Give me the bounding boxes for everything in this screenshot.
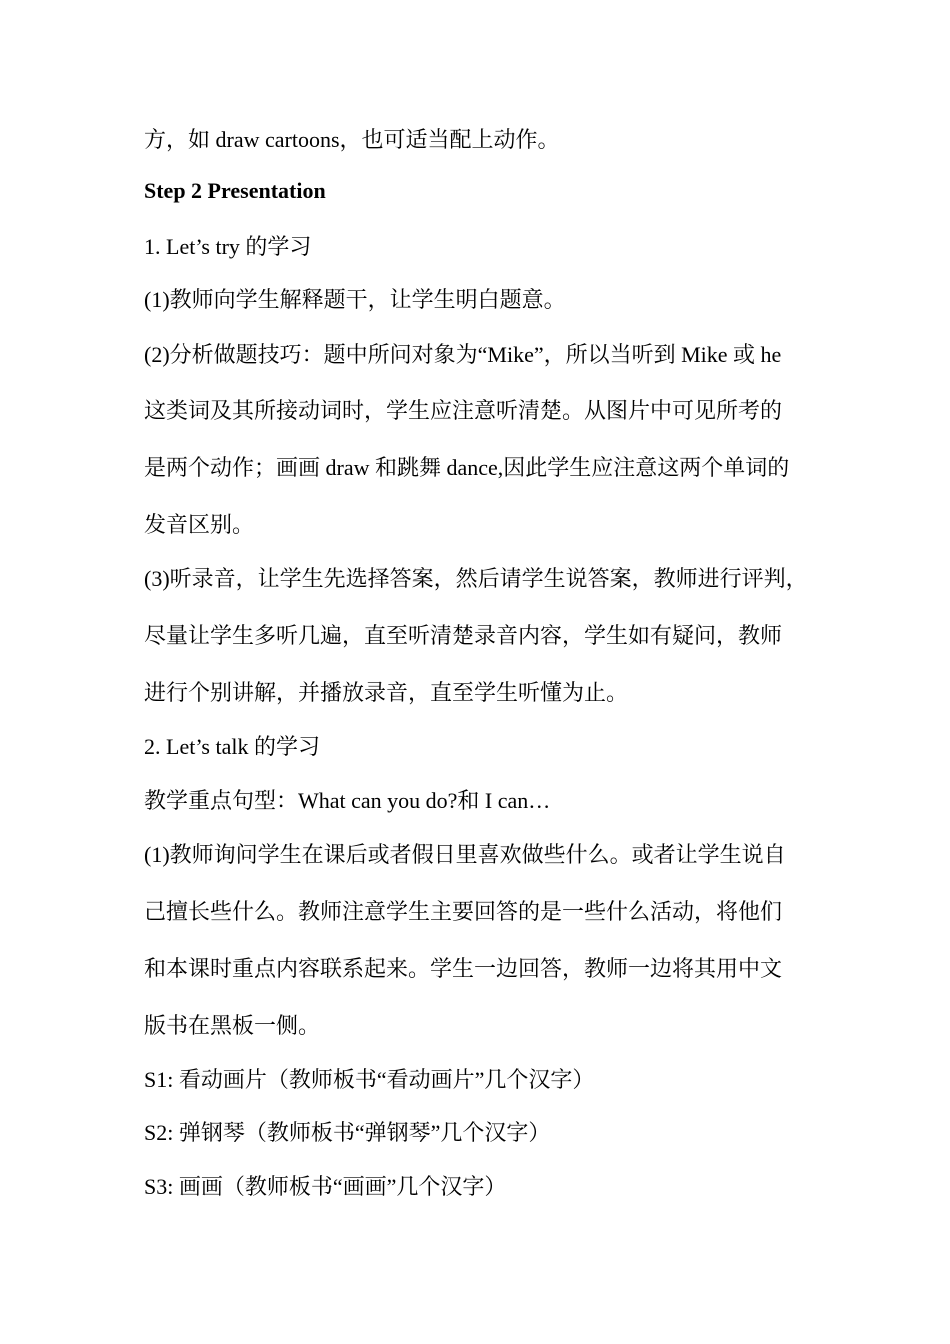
dialogue-line-s1: S1: 看动画片（教师板书“看动画片”几个汉字） bbox=[144, 1067, 595, 1092]
paragraph-line: 教学重点句型：What can you do?和 I can… bbox=[144, 788, 551, 813]
paragraph-line: (1)教师向学生解释题干，让学生明白题意。 bbox=[144, 287, 566, 312]
dialogue-line-s2: S2: 弹钢琴（教师板书“弹钢琴”几个汉字） bbox=[144, 1120, 551, 1145]
paragraph-line: 进行个别讲解，并播放录音，直至学生听懂为止。 bbox=[144, 680, 629, 705]
paragraph-line: 和本课时重点内容联系起来。学生一边回答，教师一边将其用中文 bbox=[144, 956, 783, 981]
section-heading-step-2: Step 2 Presentation bbox=[144, 178, 326, 203]
paragraph-line: 是两个动作；画画 draw 和跳舞 dance,因此学生应注意这两个单词的 bbox=[144, 455, 790, 480]
subsection-heading-lets-try: 1. Let’s try 的学习 bbox=[144, 234, 312, 259]
paragraph-line: 尽量让学生多听几遍，直至听清楚录音内容，学生如有疑问，教师 bbox=[144, 623, 783, 648]
paragraph-line: 这类词及其所接动词时，学生应注意听清楚。从图片中可见所考的 bbox=[144, 398, 783, 423]
paragraph-line: (3)听录音，让学生先选择答案，然后请学生说答案，教师进行评判， bbox=[144, 566, 808, 591]
paragraph-line: 发音区别。 bbox=[144, 512, 255, 537]
paragraph-line: (1)教师询问学生在课后或者假日里喜欢做些什么。或者让学生说自 bbox=[144, 842, 786, 867]
subsection-heading-lets-talk: 2. Let’s talk 的学习 bbox=[144, 734, 320, 759]
paragraph-line: 己擅长些什么。教师注意学生主要回答的是一些什么活动，将他们 bbox=[144, 899, 783, 924]
text-line-continuation: 方，如 draw cartoons，也可适当配上动作。 bbox=[144, 127, 560, 152]
paragraph-line: 版书在黑板一侧。 bbox=[144, 1013, 321, 1038]
paragraph-line: (2)分析做题技巧：题中所问对象为“Mike”，所以当听到 Mike 或 he bbox=[144, 342, 782, 367]
dialogue-line-s3: S3: 画画（教师板书“画画”几个汉字） bbox=[144, 1174, 507, 1199]
